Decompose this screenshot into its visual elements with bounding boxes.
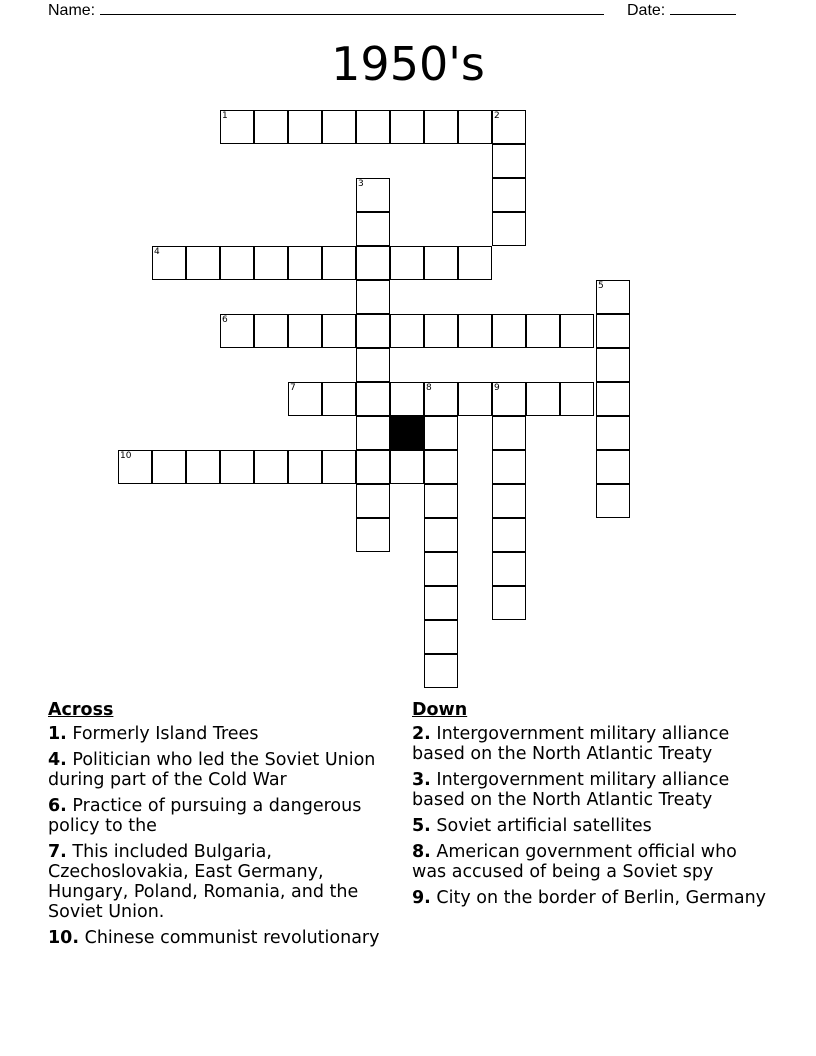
- crossword-cell[interactable]: [152, 450, 186, 484]
- down-clue-list: [412, 724, 772, 908]
- crossword-cell[interactable]: [492, 416, 526, 450]
- crossword-cell[interactable]: [492, 212, 526, 246]
- crossword-cell[interactable]: [458, 110, 492, 144]
- clue-number: 6.: [48, 796, 67, 816]
- crossword-cell[interactable]: [322, 450, 356, 484]
- clue-number: 4.: [48, 750, 67, 770]
- crossword-cell[interactable]: [596, 484, 630, 518]
- down-heading: Down: [412, 700, 468, 720]
- cell-number: 1: [222, 111, 228, 121]
- crossword-cell[interactable]: [356, 518, 390, 552]
- crossword-cell[interactable]: [322, 246, 356, 280]
- across-heading: Across: [48, 700, 114, 720]
- crossword-cell[interactable]: [254, 110, 288, 144]
- crossword-cell[interactable]: [424, 552, 458, 586]
- crossword-cell[interactable]: [492, 178, 526, 212]
- crossword-cell[interactable]: [492, 314, 526, 348]
- cell-number: 2: [494, 111, 500, 121]
- crossword-cell[interactable]: [288, 314, 322, 348]
- clue-text: City on the border of Berlin, Germany: [436, 888, 767, 908]
- crossword-cell[interactable]: [356, 110, 390, 144]
- crossword-cell[interactable]: [390, 246, 424, 280]
- crossword-cell[interactable]: [186, 246, 220, 280]
- clue-text: Soviet artificial satellites: [436, 816, 652, 836]
- crossword-cell[interactable]: [356, 450, 390, 484]
- crossword-cell[interactable]: [322, 382, 356, 416]
- crossword-cell[interactable]: [424, 246, 458, 280]
- across-clue: [48, 750, 393, 790]
- crossword-cell[interactable]: [596, 382, 630, 416]
- clue-text: Intergovernment military alliance based on the North Atlantic Treaty: [412, 770, 730, 810]
- across-clue: [48, 724, 393, 744]
- cell-number: 3: [358, 179, 364, 189]
- crossword-cell[interactable]: [288, 450, 322, 484]
- clue-number: 5.: [412, 816, 431, 836]
- crossword-cell[interactable]: [424, 416, 458, 450]
- crossword-cell[interactable]: [492, 518, 526, 552]
- crossword-cell[interactable]: [596, 416, 630, 450]
- crossword-cell[interactable]: [492, 144, 526, 178]
- crossword-cell[interactable]: [560, 314, 594, 348]
- crossword-cell[interactable]: [356, 348, 390, 382]
- cell-number: 4: [154, 247, 160, 257]
- cell-number: 8: [426, 383, 432, 393]
- crossword-cell[interactable]: [424, 314, 458, 348]
- cell-number: 6: [222, 315, 228, 325]
- down-clue: [412, 842, 772, 882]
- down-clue: [412, 888, 772, 908]
- crossword-cell[interactable]: [322, 110, 356, 144]
- crossword-cell[interactable]: [288, 110, 322, 144]
- down-clue: [412, 770, 772, 810]
- crossword-cell[interactable]: [254, 314, 288, 348]
- crossword-cell[interactable]: [254, 246, 288, 280]
- crossword-cell[interactable]: [492, 484, 526, 518]
- across-clue-list: [48, 724, 393, 948]
- across-clue: [48, 928, 393, 948]
- down-clue: [412, 816, 772, 836]
- clue-number: 10.: [48, 928, 80, 948]
- name-label: Name:: [48, 2, 96, 19]
- clue-text: Practice of pursuing a dangerous policy to the: [48, 796, 362, 836]
- cell-number: 10: [120, 451, 132, 461]
- down-clues: [412, 700, 772, 914]
- crossword-cell[interactable]: [186, 450, 220, 484]
- clue-number: 2.: [412, 724, 431, 744]
- crossword-cell[interactable]: [560, 382, 594, 416]
- crossword-cell[interactable]: [288, 246, 322, 280]
- crossword-cell[interactable]: [596, 348, 630, 382]
- crossword-cell[interactable]: [492, 586, 526, 620]
- crossword-cell[interactable]: [356, 416, 390, 450]
- crossword-cell[interactable]: [424, 484, 458, 518]
- clue-text: This included Bulgaria, Czechoslovakia, East Germany, Hungary, Poland, Romania, and the Soviet Union.: [48, 842, 359, 922]
- page-title: 1950's: [331, 37, 485, 91]
- crossword-cell[interactable]: [458, 246, 492, 280]
- crossword-cell[interactable]: [424, 620, 458, 654]
- black-square: [390, 416, 424, 450]
- clue-number: 9.: [412, 888, 431, 908]
- crossword-cell[interactable]: [220, 246, 254, 280]
- across-clues: [48, 700, 393, 954]
- crossword-cell[interactable]: [390, 314, 424, 348]
- cell-number: 5: [598, 281, 604, 291]
- across-clue: [48, 796, 393, 836]
- clue-number: 3.: [412, 770, 431, 790]
- crossword-cell[interactable]: [356, 280, 390, 314]
- crossword-cell[interactable]: [356, 314, 390, 348]
- crossword-cell[interactable]: [220, 450, 254, 484]
- crossword-cell[interactable]: [424, 518, 458, 552]
- crossword-cell[interactable]: [458, 382, 492, 416]
- crossword-cell[interactable]: [596, 314, 630, 348]
- crossword-cell[interactable]: [424, 450, 458, 484]
- crossword-cell[interactable]: [356, 382, 390, 416]
- crossword-cell[interactable]: [424, 586, 458, 620]
- crossword-cell[interactable]: [526, 382, 560, 416]
- crossword-cell[interactable]: [356, 484, 390, 518]
- crossword-cell[interactable]: [356, 246, 390, 280]
- clue-text: Politician who led the Soviet Union during part of the Cold War: [48, 750, 376, 790]
- crossword-cell[interactable]: [596, 450, 630, 484]
- clue-number: 8.: [412, 842, 431, 862]
- clue-text: Formerly Island Trees: [72, 724, 259, 744]
- crossword-cell[interactable]: [492, 552, 526, 586]
- crossword-cell[interactable]: [526, 314, 560, 348]
- cell-number: 9: [494, 383, 500, 393]
- clue-number: 1.: [48, 724, 67, 744]
- crossword-cell[interactable]: [424, 654, 458, 688]
- clue-number: 7.: [48, 842, 67, 862]
- across-clue: [48, 842, 393, 922]
- crossword-cell[interactable]: [492, 450, 526, 484]
- crossword-cell[interactable]: [458, 314, 492, 348]
- clue-text: Intergovernment military alliance based on the North Atlantic Treaty: [412, 724, 730, 764]
- down-clue: [412, 724, 772, 764]
- clue-text: American government official who was accused of being a Soviet spy: [412, 842, 737, 882]
- crossword-cell[interactable]: [390, 110, 424, 144]
- clue-text: Chinese communist revolutionary: [84, 928, 380, 948]
- date-label: Date:: [627, 2, 666, 19]
- crossword-cell[interactable]: [254, 450, 288, 484]
- crossword-cell[interactable]: [390, 450, 424, 484]
- crossword-cell[interactable]: [424, 110, 458, 144]
- cell-number: 7: [290, 383, 296, 393]
- crossword-cell[interactable]: [356, 212, 390, 246]
- crossword-cell[interactable]: [322, 314, 356, 348]
- crossword-cell[interactable]: [390, 382, 424, 416]
